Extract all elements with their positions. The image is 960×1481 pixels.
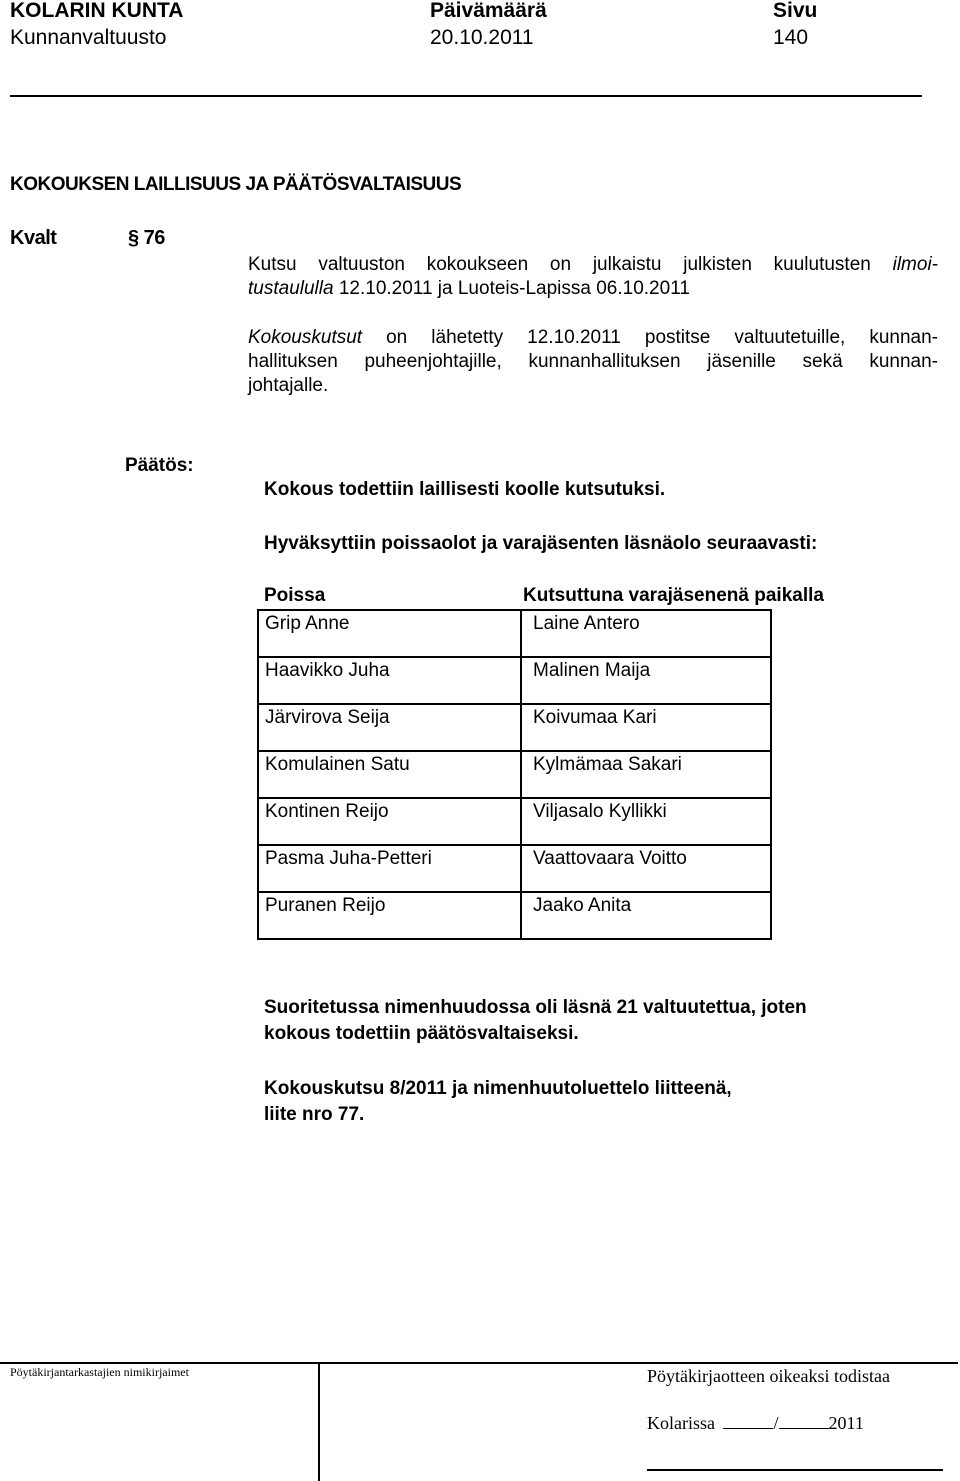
table-row xyxy=(258,892,771,939)
substitute-member-cell: Malinen Maija xyxy=(521,657,771,704)
section-title: KOKOUKSEN LAILLISUUS JA PÄÄTÖSVALTAISUUS xyxy=(10,174,462,195)
invitation-paragraph-line3: johtajalle. xyxy=(248,375,329,396)
signatures-label: Pöytäkirjantarkastajien nimikirjaimet xyxy=(10,1365,189,1379)
absent-member-cell: Grip Anne xyxy=(258,610,521,657)
substitute-member-cell: Koivumaa Kari xyxy=(521,704,771,751)
substitute-column-header: Kutsuttuna varajäsenenä paikalla xyxy=(523,585,824,606)
header-rule xyxy=(10,95,922,97)
attendance-table xyxy=(257,609,772,940)
substitute-member-cell: Viljasalo Kyllikki xyxy=(521,798,771,845)
invitation-text: on lähetetty 12.10.2011 postitse valtuutetuille, kunnan- xyxy=(362,327,938,348)
decision-label: Päätös: xyxy=(125,455,194,476)
absent-member-cell: Kontinen Reijo xyxy=(258,798,521,845)
absent-member-cell: Haavikko Juha xyxy=(258,657,521,704)
page-number: 140 xyxy=(773,26,809,49)
date-label: Päivämäärä xyxy=(430,0,547,22)
absent-member-cell: Puranen Reijo xyxy=(258,892,521,939)
decision-quorum-text: Kokous todettiin laillisesti koolle kutsutuksi. xyxy=(264,479,666,500)
item-paragraph-number: § 76 xyxy=(128,227,165,249)
absent-member-cell: Pasma Juha-Petteri xyxy=(258,845,521,892)
date-separator: / xyxy=(773,1413,779,1433)
item-organ: Kvalt xyxy=(10,227,57,249)
notice-text: Kutsu valtuuston kokoukseen on julkaistu julkisten kuulutusten xyxy=(248,254,893,275)
absent-member-cell: Järvirova Seija xyxy=(258,704,521,751)
absent-column-header: Poissa xyxy=(264,585,326,606)
day-blank xyxy=(723,1413,773,1429)
footer-divider xyxy=(318,1362,320,1481)
roll-call-line2: kokous todettiin päätösvaltaiseksi. xyxy=(264,1023,579,1044)
invitation-paragraph-line1 xyxy=(248,326,938,350)
attachment-line2: liite nro 77. xyxy=(264,1104,365,1125)
substitute-member-cell: Vaattovaara Voitto xyxy=(521,845,771,892)
footer-rule xyxy=(0,1362,958,1364)
decision-absences-text: Hyväksyttiin poissaolot ja varajäsenten läsnäolo seuraavasti: xyxy=(264,533,818,554)
table-row xyxy=(258,751,771,798)
absent-member-cell: Komulainen Satu xyxy=(258,751,521,798)
month-blank xyxy=(779,1413,829,1429)
signature-line xyxy=(647,1469,943,1471)
date-value: 20.10.2011 xyxy=(430,26,534,49)
notice-paragraph-line1 xyxy=(248,253,938,277)
table-row xyxy=(258,798,771,845)
notice-text-italic: ilmoi- xyxy=(892,254,938,275)
organization-name: KOLARIN KUNTA xyxy=(10,0,184,22)
notice-paragraph-line2 xyxy=(248,277,690,301)
table-row xyxy=(258,657,771,704)
page-label: Sivu xyxy=(773,0,818,22)
certification-place: Kolarissa xyxy=(647,1413,715,1433)
table-row xyxy=(258,845,771,892)
invitation-text-italic: Kokouskutsut xyxy=(248,327,363,348)
governing-body: Kunnanvaltuusto xyxy=(10,26,167,49)
notice-text-italic: tustaululla xyxy=(248,278,334,299)
table-row xyxy=(258,610,771,657)
substitute-member-cell: Jaako Anita xyxy=(521,892,771,939)
table-row xyxy=(258,704,771,751)
certified-label: Pöytäkirjaotteen oikeaksi todistaa xyxy=(647,1366,890,1386)
notice-text: 12.10.2011 ja Luoteis-Lapissa 06.10.2011 xyxy=(333,278,690,299)
invitation-paragraph-line2: hallituksen puheenjohtajille, kunnanhallituksen jäsenille sekä kunnan- xyxy=(248,351,938,372)
substitute-member-cell: Kylmämaa Sakari xyxy=(521,751,771,798)
attachment-line1: Kokouskutsu 8/2011 ja nimenhuutoluettelo liitteenä, xyxy=(264,1078,732,1099)
roll-call-line1: Suoritetussa nimenhuudossa oli läsnä 21 valtuutettua, joten xyxy=(264,997,807,1018)
substitute-member-cell: Laine Antero xyxy=(521,610,771,657)
certification-line xyxy=(647,1413,864,1434)
certification-year: 2011 xyxy=(828,1413,864,1433)
